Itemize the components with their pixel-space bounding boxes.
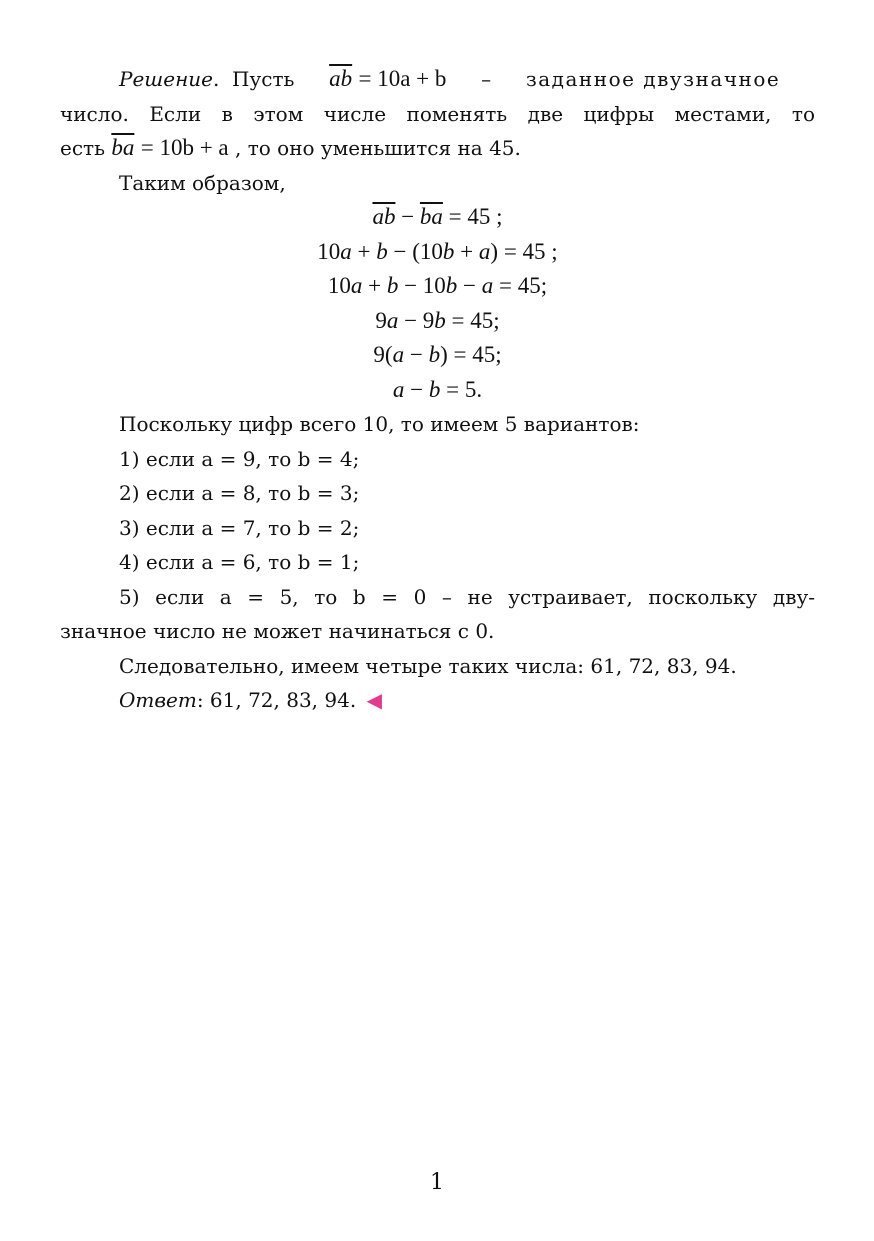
solution-label: Решение — [119, 67, 213, 91]
answer-label: Ответ — [119, 688, 197, 712]
equation-6: a − b = 5. — [392, 376, 483, 402]
pink-left-triangle-icon: ◀ — [366, 688, 382, 712]
case-2: 2) если a = 8, то b = 3; — [119, 481, 360, 505]
document-page — [60, 62, 815, 718]
thus-line: Таким образом, — [119, 170, 286, 195]
solution-line-1: Решение. Пусть $\overline{ab} = 10a + b$ – заданное двузначное — [119, 66, 781, 91]
line-1-tail: заданное двузначное — [525, 67, 781, 91]
case-3: 3) если a = 7, то b = 2; — [119, 515, 360, 540]
dash: – — [481, 67, 492, 91]
est-word: есть — [60, 136, 105, 160]
equation-4: 9a − 9b = 45; — [375, 307, 500, 333]
answer-line — [60, 683, 815, 718]
equation-5: 9(a − b) = 45; — [373, 342, 502, 367]
case-4: 4) если a = 6, то b = 1; — [119, 550, 360, 574]
equation-1: $\overline{ab} - \overline{ba} = 45$ ; — [372, 204, 503, 229]
case-1: 1) если a = 9, то b = 4; — [119, 446, 360, 471]
ba-expression: = 10b + a — [140, 135, 229, 160]
ab-expression: = 10a + b — [358, 66, 447, 91]
equation-2: 10a + b − (10b + a) = 45 ; — [317, 238, 558, 264]
solution-line-2: число. Если в этом числе поменять две цифры местами, то — [60, 101, 815, 126]
line-3-tail: , то оно уменьшится на 45. — [234, 136, 521, 160]
overline-ab: $\overline{ab}$ — [329, 66, 353, 91]
answer-values: : 61, 72, 83, 94. — [196, 688, 357, 712]
page-number: 1 — [430, 1170, 444, 1195]
equation-3: 10a + b − 10b − a = 45; — [327, 273, 548, 298]
case-5-line-1: 5) если a = 5, то b = 0 – не устраивает, поскольку дву- — [119, 584, 815, 609]
solution-line-3 — [60, 131, 815, 166]
conclusion: Следовательно, имеем четыре таких числа: 61, 72, 83, 94. — [119, 653, 737, 678]
variants-intro: Поскольку цифр всего 10, то имеем 5 вариантов: — [119, 412, 640, 436]
overline-ba: $\overline{ba}$ — [111, 135, 135, 160]
let-word: Пусть — [232, 67, 295, 91]
case-5-line-2: значное число не может начинаться с 0. — [60, 619, 495, 643]
